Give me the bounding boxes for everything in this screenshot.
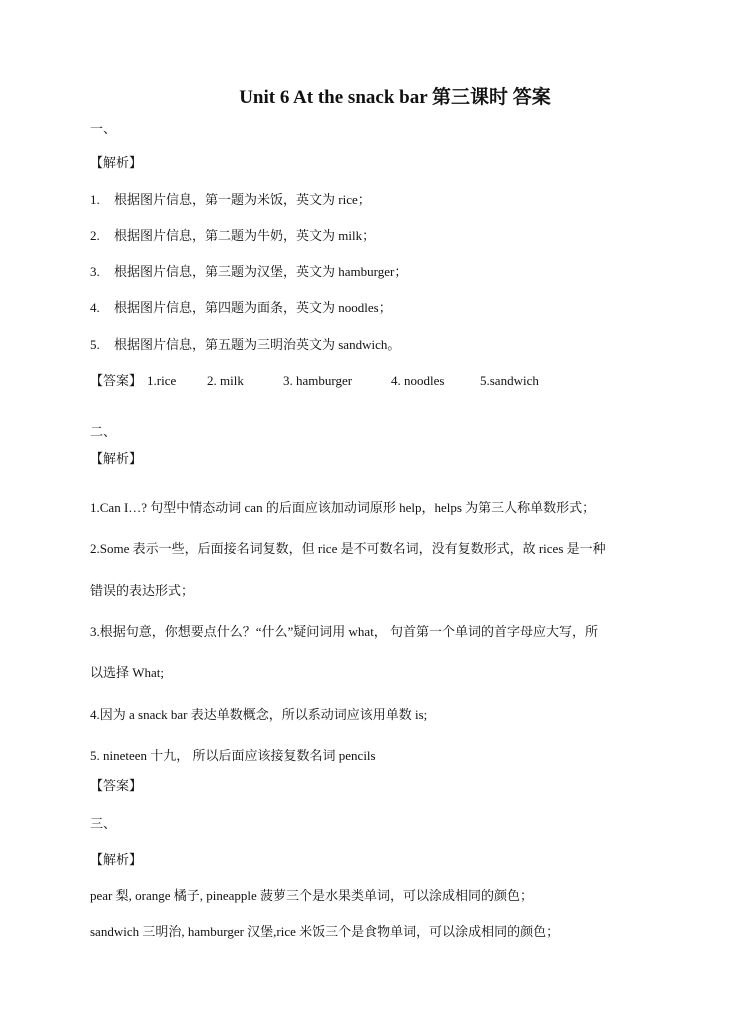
item-number: 4.	[90, 300, 100, 315]
section2-line-7: 5. nineteen 十九， 所以后面应该接复数名词 pencils	[90, 748, 376, 763]
section1-item-1	[90, 192, 371, 208]
section1-heading: 一、	[90, 121, 117, 136]
item-text: 根据图片信息，第二题为牛奶，英文为 milk；	[114, 228, 376, 243]
section1-item-4	[90, 300, 392, 316]
section2-line-6: 4.因为 a snack bar 表达单数概念，所以系动词应该用单数 is;	[90, 707, 428, 722]
section1-item-5	[90, 337, 400, 353]
section2-line-1: 1.Can I…? 句型中情态动词 can 的后面应该加动词原形 help，helps 为第三人称单数形式；	[90, 500, 596, 515]
section1-item-3	[90, 264, 407, 280]
section1-item-2	[90, 228, 375, 244]
section2-line-5: 以选择 What;	[90, 665, 165, 680]
section2-analysis-label: 【解析】	[90, 451, 143, 466]
item-text: 根据图片信息，第五题为三明治英文为 sandwich。	[114, 337, 401, 352]
section1-answer-label: 【答案】	[90, 373, 143, 388]
section2-line-2: 2.Some 表示一些，后面接名词复数，但 rice 是不可数名词，没有复数形式，故 rices 是一种	[90, 541, 606, 556]
item-text: 根据图片信息，第三题为汉堡，英文为 hamburger；	[114, 264, 408, 279]
section3-heading: 三、	[90, 816, 117, 831]
section3-line-1: pear 梨, orange 橘子, pineapple 菠萝三个是水果类单词，可以涂成相同的颜色；	[90, 888, 534, 903]
item-number: 3.	[90, 264, 100, 279]
section2-line-3: 错误的表达形式；	[90, 583, 195, 598]
section2-heading: 二、	[90, 424, 117, 439]
item-text: 根据图片信息，第四题为面条，英文为 noodles；	[114, 300, 392, 315]
answer-5: 5.sandwich	[480, 373, 539, 388]
section1-analysis-label: 【解析】	[90, 155, 143, 170]
answer-1: 1.rice	[147, 373, 177, 388]
section2-line-4: 3.根据句意，你想要点什么？“什么”疑问词用 what， 句首第一个单词的首字母应大写，所	[90, 624, 599, 639]
section3-line-2: sandwich 三明治, hamburger 汉堡,rice 米饭三个是食物单词，可以涂成相同的颜色；	[90, 924, 560, 939]
item-number: 2.	[90, 228, 100, 243]
section2-answer-label: 【答案】	[90, 778, 143, 793]
section3-analysis-label: 【解析】	[90, 852, 143, 867]
page-title: Unit 6 At the snack bar 第三课时 答案	[239, 87, 551, 108]
item-number: 5.	[90, 337, 100, 352]
item-number: 1.	[90, 192, 100, 207]
answer-4: 4. noodles	[391, 373, 445, 388]
answer-2: 2. milk	[207, 373, 244, 388]
item-text: 根据图片信息，第一题为米饭，英文为 rice；	[114, 192, 371, 207]
answer-3: 3. hamburger	[283, 373, 353, 388]
